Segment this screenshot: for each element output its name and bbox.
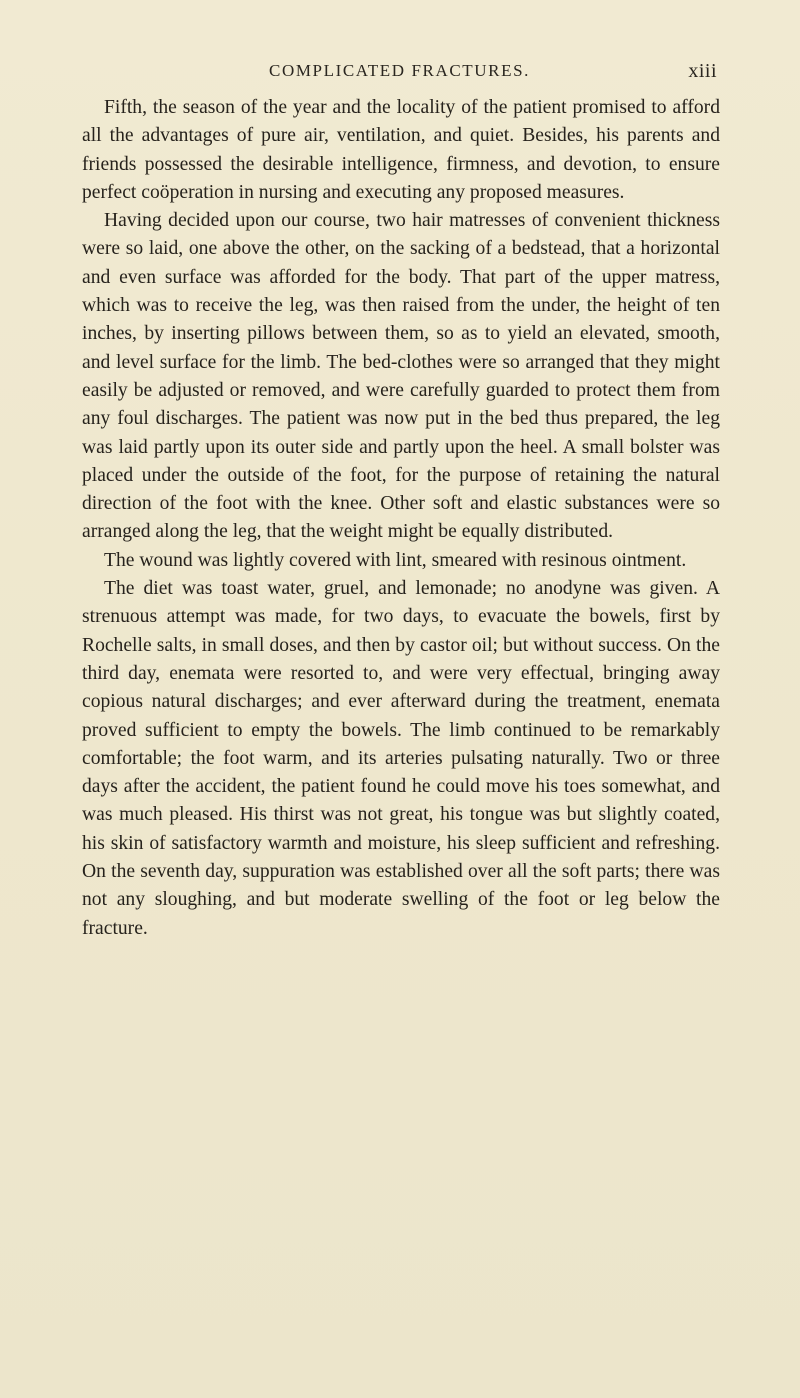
body-text [82, 94, 720, 943]
page-number: xiii [688, 60, 717, 82]
paragraph: The diet was toast water, gruel, and lemonade; no anodyne was given. A strenuous attempt was made, for two days, to evacuate the bowels, first by Rochelle salts, in small doses, and then by castor oil; but without success. On the third day, enemata were resorted to, and were very effectual, bringing away copious natural discharges; and ever afterward during the treatment, enemata proved sufficient to empty the bowels. The limb continued to be remarkably comfortable; the foot warm, and its arteries pulsating naturally. Two or three days after the accident, the patient found he could move his toes somewhat, and was much pleased. His thirst was not great, his tongue was but slightly coated, his skin of satisfactory warmth and moisture, his sleep sufficient and refreshing. On the seventh day, suppuration was established over all the soft parts; there was not any sloughing, and but moderate swelling of the foot or leg below the fracture. [82, 578, 720, 939]
paragraph: The wound was lightly covered with lint, smeared with resinous ointment. [104, 549, 687, 571]
running-title: COMPLICATED FRACTURES. [269, 61, 530, 80]
paragraph: Fifth, the season of the year and the locality of the patient promised to afford all the advantages of pure air, ventilation, and quiet. Besides, his parents and friends possessed the desirable intelligence, firmness, and devotion, to ensure perfect coöperation in nursing and executing any proposed measures. [82, 97, 720, 203]
running-head [82, 58, 717, 84]
paragraph: Having decided upon our course, two hair matresses of convenient thickness were so laid, one above the other, on the sacking of a bedstead, that a horizontal and even surface was afforded for the body. That part of the upper matress, which was to receive the leg, was then raised from the under, the height of ten inches, by inserting pillows between them, so as to yield an elevated, smooth, and level surface for the limb. The bed-clothes were so arranged that they might easily be adjusted or removed, and were carefully guarded to protect them from any foul discharges. The patient was now put in the bed thus prepared, the leg was laid partly upon its outer side and partly upon the heel. A small bolster was placed under the outside of the foot, for the purpose of retaining the natural direction of the foot with the knee. Other soft and elastic substances were so arranged along the leg, that the weight might be equally distributed. [82, 210, 720, 543]
